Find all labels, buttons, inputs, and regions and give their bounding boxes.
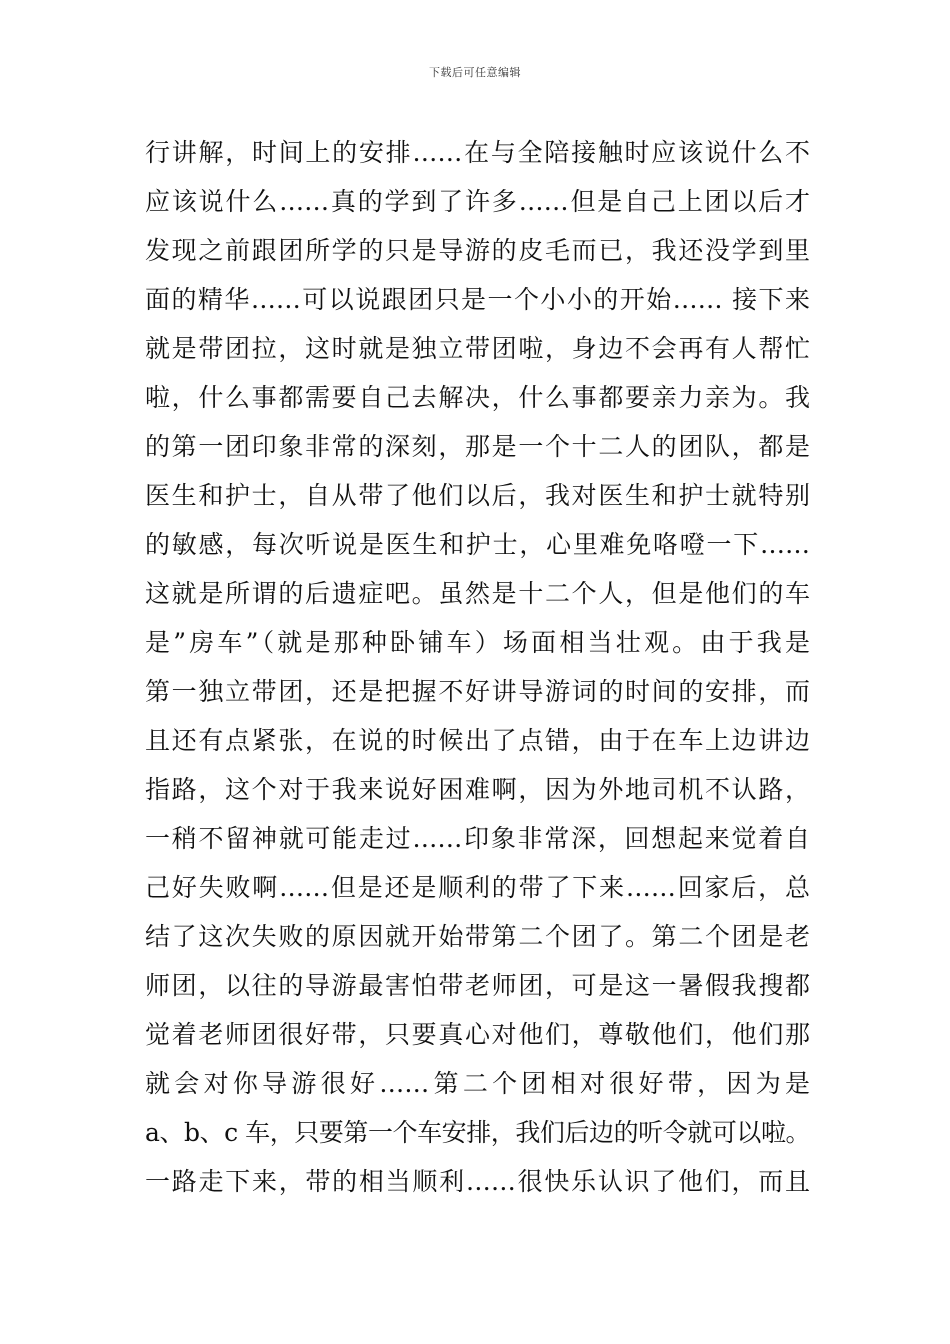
text-line: 面的精华……可以说跟团只是一个小小的开始…… 接下来 bbox=[145, 285, 810, 314]
text-line: 己好失败啊……但是还是顺利的带了下来……回家后，总 bbox=[145, 873, 810, 902]
text-line: 医生和护士，自从带了他们以后，我对医生和护士就特别 bbox=[145, 481, 810, 510]
text-line: 这就是所谓的后遗症吧。虽然是十二个人，但是他们的车 bbox=[145, 579, 810, 608]
header-note: 下载后可任意编辑 bbox=[429, 66, 521, 79]
text-line: 就会对你导游很好……第二个团相对很好带，因为是 bbox=[145, 1069, 810, 1098]
text-line: 觉着老师团很好带，只要真心对他们，尊敬他们，他们那 bbox=[145, 1020, 810, 1049]
text-line: a、b、c 车，只要第一个车安排，我们后边的听令就可以啦。 bbox=[145, 1118, 810, 1147]
text-line: 发现之前跟团所学的只是导游的皮毛而已，我还没学到里 bbox=[145, 236, 810, 265]
text-line: 一路走下来，带的相当顺利……很快乐认识了他们，而且 bbox=[145, 1167, 810, 1196]
text-line: 的第一团印象非常的深刻，那是一个十二人的团队，都是 bbox=[145, 432, 810, 461]
text-line: 啦，什么事都需要自己去解决，什么事都要亲力亲为。我 bbox=[145, 383, 810, 412]
text-line: 指路，这个对于我来说好困难啊，因为外地司机不认路， bbox=[145, 775, 810, 804]
text-line: 行讲解，时间上的安排……在与全陪接触时应该说什么不 bbox=[145, 138, 810, 167]
text-line: 且还有点紧张，在说的时候出了点错，由于在车上边讲边 bbox=[145, 726, 810, 755]
text-line: 结了这次失败的原因就开始带第二个团了。第二个团是老 bbox=[145, 922, 810, 951]
body-text bbox=[145, 128, 810, 1206]
text-line: 一稍不留神就可能走过……印象非常深，回想起来觉着自 bbox=[145, 824, 810, 853]
text-line: 师团，以往的导游最害怕带老师团，可是这一暑假我搜都 bbox=[145, 971, 810, 1000]
text-line: 是”房车”（就是那种卧铺车）场面相当壮观。由于我是 bbox=[145, 628, 810, 657]
text-line: 应该说什么……真的学到了许多……但是自己上团以后才 bbox=[145, 187, 810, 216]
text-line: 的敏感，每次听说是医生和护士，心里难免咯噔一下…… bbox=[145, 530, 810, 559]
text-line: 就是带团拉，这时就是独立带团啦，身边不会再有人帮忙 bbox=[145, 334, 810, 363]
text-line: 第一独立带团，还是把握不好讲导游词的时间的安排，而 bbox=[145, 677, 810, 706]
